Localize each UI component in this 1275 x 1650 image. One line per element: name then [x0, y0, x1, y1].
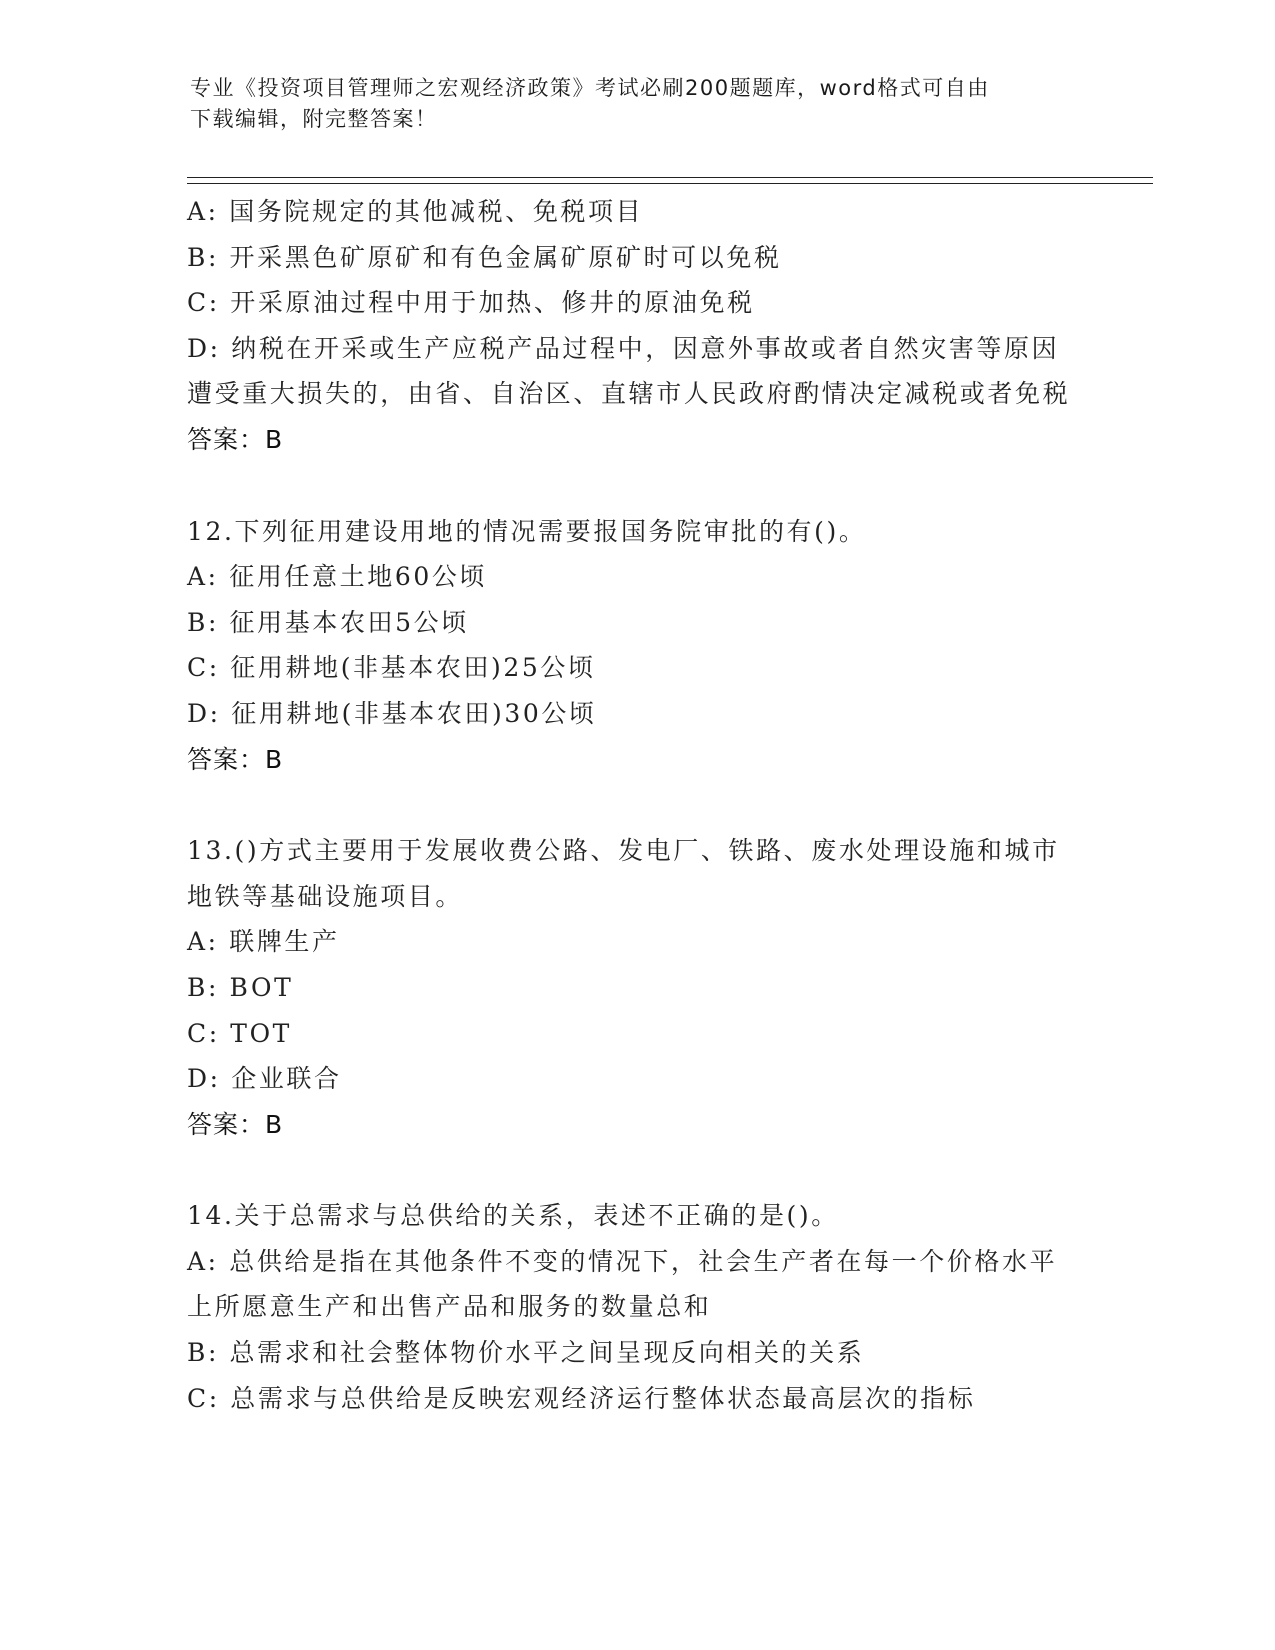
question-11-continued: [187, 189, 1087, 463]
header-rule-bottom: [187, 183, 1153, 184]
option-a: A: 联牌生产: [187, 927, 340, 957]
header-line-2: 下载编辑，附完整答案！: [190, 107, 438, 131]
spacer: [187, 1147, 1087, 1193]
option-c: C: TOT: [187, 1018, 292, 1048]
question-list: [187, 189, 1087, 1421]
option-b: B: 征用基本农田5公顷: [187, 607, 469, 637]
option-a: A: 总供给是指在其他条件不变的情况下，社会生产者在每一个价格水平上所愿意生产和出售产品和服务的数量总和: [187, 1246, 1058, 1322]
question-14: [187, 1193, 1087, 1421]
document-header: [190, 73, 1090, 135]
option-b: B: BOT: [187, 972, 294, 1002]
question-stem: 12.下列征用建设用地的情况需要报国务院审批的有()。: [187, 516, 867, 546]
option-a: A: 国务院规定的其他减税、免税项目: [187, 197, 644, 226]
answer: 答案：B: [187, 744, 284, 774]
header-rule-top: [187, 177, 1153, 178]
option-c: C: 开采原油过程中用于加热、修井的原油免税: [187, 288, 755, 318]
answer: 答案：B: [187, 424, 284, 454]
option-b: B: 总需求和社会整体物价水平之间呈现反向相关的关系: [187, 1338, 865, 1368]
question-stem: 13.()方式主要用于发展收费公路、发电厂、铁路、废水处理设施和城市地铁等基础设施项目。: [187, 836, 1060, 911]
spacer: [187, 782, 1087, 828]
spacer: [187, 463, 1087, 509]
question-12: [187, 509, 1087, 783]
option-d: D: 征用耕地(非基本农田)30公顷: [187, 698, 597, 728]
option-c: C: 总需求与总供给是反映宏观经济运行整体状态最高层次的指标: [187, 1383, 976, 1413]
question-13: [187, 828, 1087, 1147]
option-b: B: 开采黑色矿原矿和有色金属矿原矿时可以免税: [187, 242, 782, 272]
answer: 答案：B: [187, 1109, 284, 1139]
option-d: D: 企业联合: [187, 1064, 342, 1094]
option-a: A: 征用任意土地60公顷: [187, 562, 488, 592]
option-d: D: 纳税在开采或生产应税产品过程中，因意外事故或者自然灾害等原因遭受重大损失的，由省、自治区、直辖市人民政府酌情决定减税或者免税: [187, 333, 1071, 409]
option-c: C: 征用耕地(非基本农田)25公顷: [187, 653, 596, 683]
question-stem: 14.关于总需求与总供给的关系，表述不正确的是()。: [187, 1201, 839, 1231]
header-line-1: 专业《投资项目管理师之宏观经济政策》考试必刷200题题库，word格式可自由: [190, 76, 990, 100]
